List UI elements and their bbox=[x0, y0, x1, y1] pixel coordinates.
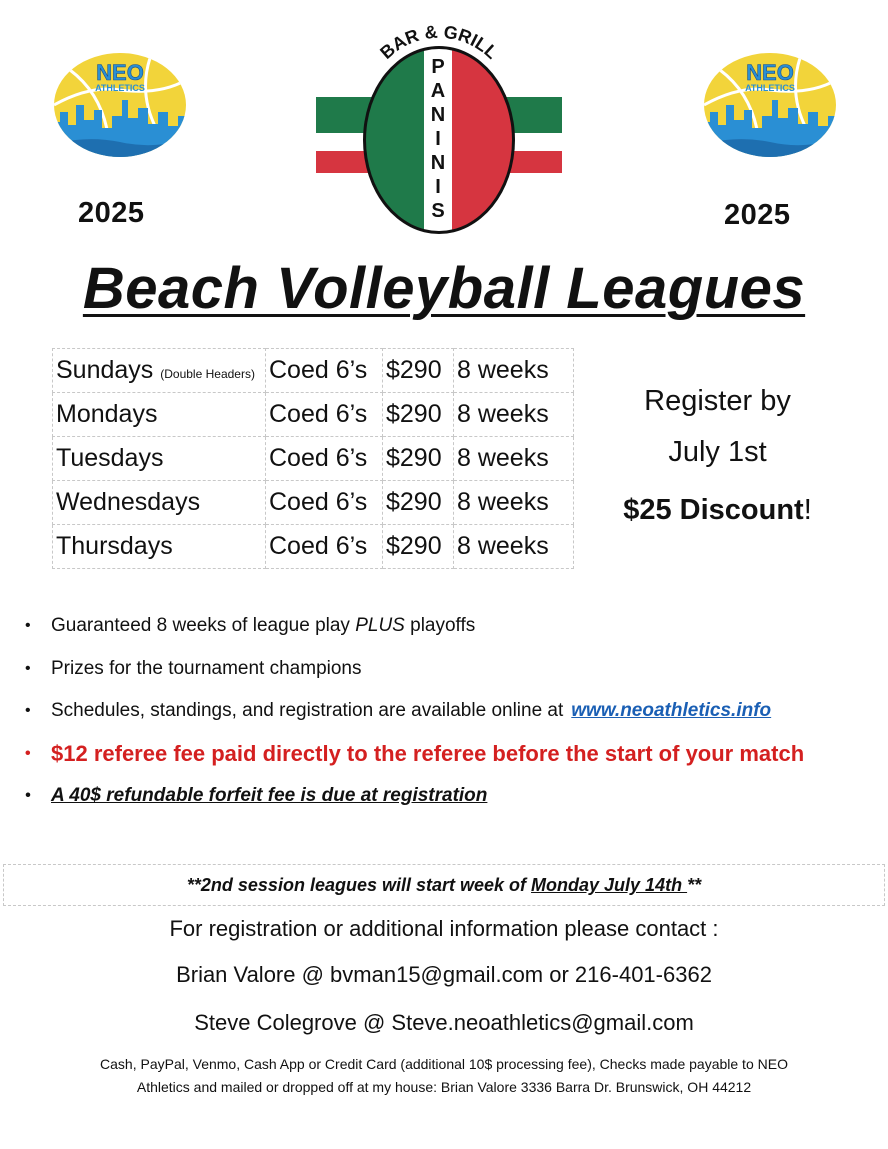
website-link[interactable]: www.neoathletics.info bbox=[571, 700, 772, 721]
neo-athletics-logo-right bbox=[700, 50, 840, 160]
league-type: Coed 6’s bbox=[266, 481, 383, 525]
league-length: 8 weeks bbox=[454, 393, 574, 437]
league-day: Wednesdays bbox=[53, 481, 266, 525]
referee-fee-item: • $12 referee fee paid directly to the referee before the start of your match bbox=[25, 740, 805, 766]
svg-text:NEO: NEO bbox=[746, 60, 794, 85]
league-length: 8 weeks bbox=[454, 349, 574, 393]
register-date: July 1st bbox=[668, 436, 767, 468]
payment-info: Cash, PayPal, Venmo, Cash App or Credit Card (additional 10$ processing fee), Checks made payable to NEO Athletics and mailed or dropped off at my house: Brian Valore 3336 Barra Dr. Brunswick, OH 44212 bbox=[100, 1056, 788, 1095]
list-item: • Prizes for the tournament champions bbox=[22, 655, 882, 698]
contact-intro: For registration or additional information please contact : bbox=[169, 916, 719, 941]
table-row bbox=[53, 393, 574, 437]
bullet-icon: • bbox=[25, 744, 31, 762]
league-price: $290 bbox=[383, 349, 454, 393]
svg-text:BAR & GRILL: BAR & GRILL bbox=[376, 21, 502, 63]
table-row bbox=[53, 437, 574, 481]
league-length: 8 weeks bbox=[454, 525, 574, 569]
list-item: • Guaranteed 8 weeks of league play PLUS playoffs bbox=[22, 612, 882, 655]
svg-text:NEO: NEO bbox=[96, 60, 144, 85]
second-session-notice: **2nd session leagues will start week of Monday July 14th ** bbox=[3, 864, 885, 906]
table-row bbox=[53, 349, 574, 393]
panini-letter: I bbox=[435, 176, 441, 198]
svg-text:ATHLETICS: ATHLETICS bbox=[95, 83, 145, 93]
paninis-logo bbox=[314, 15, 564, 235]
bullet-icon: • bbox=[25, 659, 31, 677]
league-day: Mondays bbox=[53, 393, 266, 437]
year-right: 2025 bbox=[724, 199, 791, 231]
forfeit-fee-item: • A 40$ refundable forfeit fee is due at registration bbox=[22, 782, 882, 825]
leagues-table bbox=[52, 348, 574, 569]
year-left: 2025 bbox=[78, 197, 145, 229]
bullet-icon: • bbox=[25, 702, 31, 719]
table-row bbox=[53, 481, 574, 525]
league-note: (Double Headers) bbox=[160, 367, 255, 381]
league-length: 8 weeks bbox=[454, 481, 574, 525]
info-bullets bbox=[22, 612, 882, 825]
bullet-icon: • bbox=[25, 787, 31, 804]
contact-brian: Brian Valore @ bvman15@gmail.com or 216-401-6362 bbox=[176, 962, 712, 987]
list-item: • Schedules, standings, and registration are available online at www.neoathletics.info bbox=[22, 697, 882, 740]
panini-letter: P bbox=[431, 56, 445, 78]
bullet-icon: • bbox=[25, 617, 31, 634]
league-price: $290 bbox=[383, 525, 454, 569]
register-by-line: Register by bbox=[644, 385, 791, 417]
league-day: Thursdays bbox=[53, 525, 266, 569]
panini-letter: A bbox=[430, 80, 446, 102]
league-type: Coed 6’s bbox=[266, 349, 383, 393]
league-length: 8 weeks bbox=[454, 437, 574, 481]
table-row bbox=[53, 525, 574, 569]
page-title: Beach Volleyball Leagues bbox=[82, 256, 806, 321]
panini-letter: I bbox=[435, 128, 441, 150]
panini-letter: N bbox=[430, 104, 446, 126]
discount-text: $25 Discount! bbox=[623, 494, 812, 526]
league-day: Sundays (Double Headers) bbox=[53, 349, 266, 393]
svg-text:ATHLETICS: ATHLETICS bbox=[745, 83, 795, 93]
league-type: Coed 6’s bbox=[266, 437, 383, 481]
panini-letter: S bbox=[431, 200, 445, 222]
contact-steve: Steve Colegrove @ Steve.neoathletics@gmail.com bbox=[194, 1010, 694, 1035]
league-price: $290 bbox=[383, 393, 454, 437]
league-day: Tuesdays bbox=[53, 437, 266, 481]
league-type: Coed 6’s bbox=[266, 393, 383, 437]
league-type: Coed 6’s bbox=[266, 525, 383, 569]
panini-letter: N bbox=[430, 152, 446, 174]
neo-athletics-logo-left bbox=[50, 50, 190, 160]
league-price: $290 bbox=[383, 481, 454, 525]
league-price: $290 bbox=[383, 437, 454, 481]
